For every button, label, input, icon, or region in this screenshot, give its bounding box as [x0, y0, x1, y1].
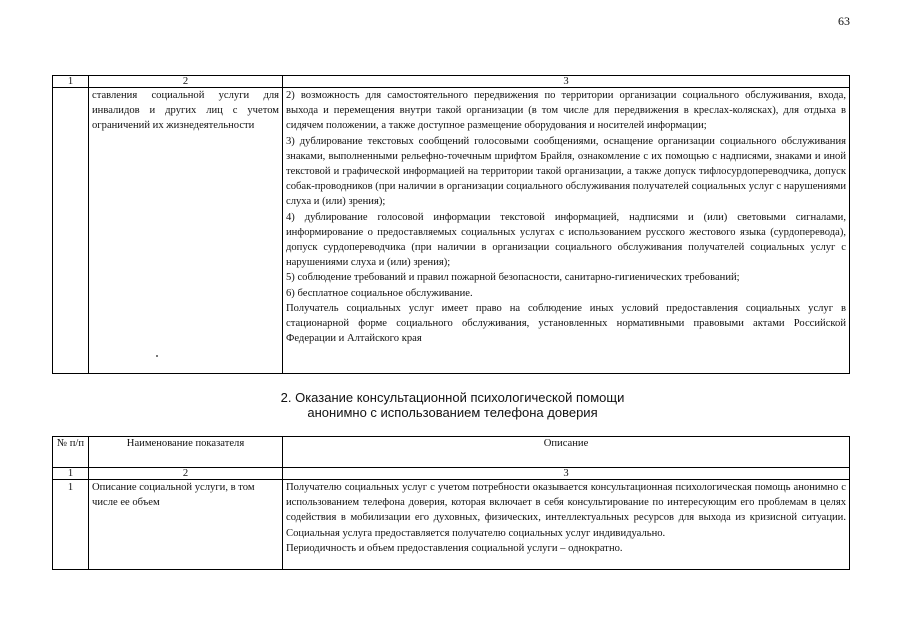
col-number-1: 1 — [53, 76, 89, 88]
col-number-3: 3 — [283, 468, 850, 480]
description-paragraph: 3) дублирование текстовых сообщений голосовыми сообщениями, оснащение организации социального обслуживания знаками, выполненными рельефно-точечным шрифтом Брайля, ознакомление с их помощью с надписями, знаками и иной текстовой и графической информацией на территории такой организации, а также допуск тифлосурдопереводчика, допуск собак-проводников (при наличии в организации социального обслуживания получателей социальных услуг с нарушениями слуха и (или) зрения); — [286, 135, 846, 208]
col-number-2: 2 — [89, 76, 283, 88]
section-title-line: анонимно с использованием телефона доверия — [307, 405, 598, 420]
description-cell — [283, 88, 850, 374]
indicator-name: Описание социальной услуги, в том числе ее объем — [89, 480, 283, 570]
header-row — [53, 437, 850, 468]
table-row — [53, 480, 850, 570]
header-number: № п/п — [53, 437, 89, 468]
section-title — [0, 390, 905, 420]
table-row — [53, 88, 850, 374]
description-paragraph: 4) дублирование голосовой информации текстовой информацией, надписями и (или) световыми сигналами, информирование о предоставляемых социальных услугах с использованием русского жестового языка (сурдоперевода), допуск сурдопереводчика (при наличии в организации социального обслуживания получателей социальных услуг с нарушениями слуха и (или) зрения); — [286, 211, 846, 269]
page-number: 63 — [838, 14, 850, 28]
col-number-3: 3 — [283, 76, 850, 88]
services-table-continued — [52, 75, 850, 374]
description-cell — [283, 480, 850, 570]
row-number — [53, 88, 89, 374]
description-paragraph: 6) бесплатное социальное обслуживание. — [286, 287, 473, 299]
indicator-name: ставления социальной услуги для инвалидов и других лиц с учетом ограничений их жизнедеятельности — [89, 88, 283, 374]
header-description: Описание — [283, 437, 850, 468]
description-paragraph: 2) возможность для самостоятельного передвижения по территории организации социального обслуживания, входа, выхода и перемещения внутри такой организации (в том числе для передвижения в креслах-колясках), для отдыха в сидячем положении, а также доступное размещение оборудования и носителей информации; — [286, 90, 846, 132]
description-paragraph: Периодичность и объем предоставления социальной услуги – однократно. — [286, 542, 623, 554]
column-number-row — [53, 76, 850, 88]
column-number-row — [53, 468, 850, 480]
col-number-1: 1 — [53, 468, 89, 480]
row-number: 1 — [53, 480, 89, 570]
col-number-2: 2 — [89, 468, 283, 480]
stray-mark — [156, 355, 158, 357]
description-paragraph: Получатель социальных услуг имеет право на соблюдение иных условий предоставления социальных услуг в стационарной форме социального обслуживания, установленных нормативными правовыми актами Российской Федерации и Алтайского края — [286, 302, 846, 345]
header-indicator-name: Наименование показателя — [89, 437, 283, 468]
service-description-table — [52, 436, 850, 570]
section-title-line: 2. Оказание консультационной психологической помощи — [280, 390, 625, 405]
description-paragraph: 5) соблюдение требований и правил пожарной безопасности, санитарно-гигиенических требований; — [286, 272, 740, 284]
description-paragraph: Получателю социальных услуг с учетом потребности оказывается консультационная психологическая помощь анонимно с использованием телефона доверия, которая включает в себя консультирование по интересующим его проблемам в целях содействия в мобилизации его духовных, физических, интеллектуальных ресурсов для выхода из кризисной ситуации. Социальная услуга предоставляется получателю социальных услуг индивидуально. — [286, 482, 846, 539]
